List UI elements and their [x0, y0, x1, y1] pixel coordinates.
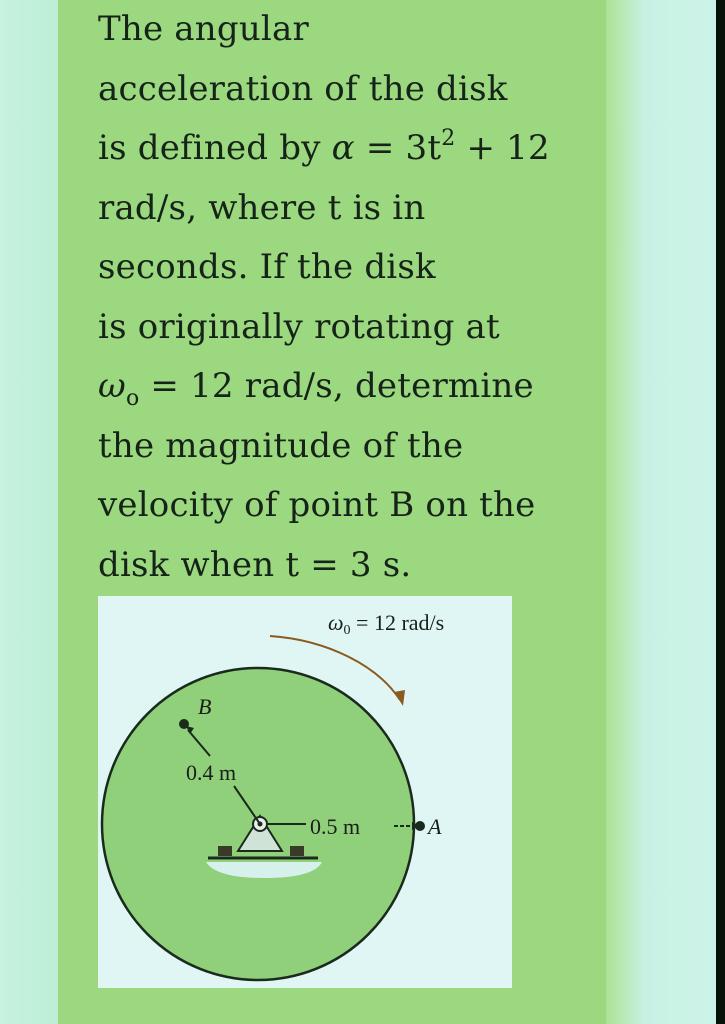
point-b-label: B: [198, 694, 212, 719]
problem-statement: [98, 0, 578, 595]
disk-diagram: [98, 596, 512, 988]
problem-line-3: [98, 119, 578, 179]
radius-b-label: 0.4 m: [186, 760, 237, 785]
omega-subscript: 0: [343, 623, 351, 638]
text-fragment: is defined by: [98, 128, 332, 168]
problem-line-8: the magnitude of the: [98, 425, 464, 466]
problem-line-9: velocity of point B on the: [98, 485, 536, 525]
omega-symbol: ω: [98, 366, 126, 406]
problem-line-7: [98, 357, 578, 417]
point-a-label: A: [428, 814, 442, 839]
disk-figure: [98, 596, 512, 988]
text-fragment: = 3t: [354, 128, 442, 168]
problem-line-1: The angular: [98, 9, 309, 49]
omega-value: = 12 rad/s: [350, 610, 445, 635]
problem-line-4: rad/s, where t is in: [98, 187, 426, 228]
rotation-arrowhead: [394, 690, 405, 706]
omega-symbol: ω: [328, 610, 344, 635]
exponent: 2: [441, 126, 456, 151]
problem-line-5: seconds. If the disk: [98, 247, 436, 287]
subscript: o: [125, 386, 140, 411]
problem-line-2: acceleration of the disk: [98, 68, 508, 109]
screen-edge: [716, 0, 725, 1024]
text-fragment: + 12: [455, 128, 550, 168]
radius-a-label: 0.5 m: [310, 814, 361, 839]
problem-line-10: disk when t = 3 s.: [98, 544, 412, 585]
omega-label: [328, 610, 444, 636]
alpha-symbol: α: [331, 128, 355, 168]
ground-block-left: [218, 846, 232, 856]
problem-line-6: is originally rotating at: [98, 306, 500, 347]
text-fragment: = 12 rad/s, determine: [139, 366, 534, 406]
point-b-dot: [179, 719, 189, 729]
ground-block-right: [290, 846, 304, 856]
point-a-dot: [415, 821, 425, 831]
